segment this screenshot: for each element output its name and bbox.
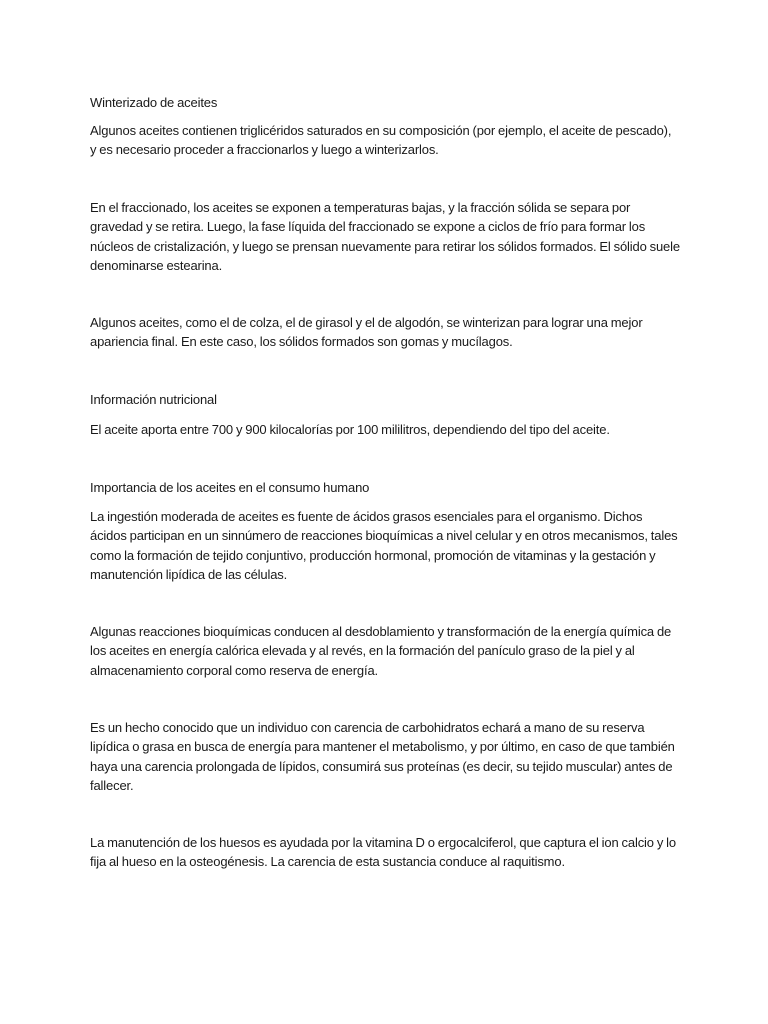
paragraph-aporte-calorico: El aceite aporta entre 700 y 900 kilocalorías por 100 mililitros, dependiendo del tipo del aceite. xyxy=(90,422,610,437)
paragraph-winterizan: Algunos aceites, como el de colza, el de girasol y el de algodón, se winterizan para lograr una mejor apariencia final. En este caso, los sólidos formados son gomas y mucílagos. xyxy=(90,315,643,350)
section-heading-winterizado: Winterizado de aceites xyxy=(90,95,218,110)
paragraph-huesos: La manutención de los huesos es ayudada por la vitamina D o ergocalciferol, que captura el ion calcio y lo fija al hueso en la osteogénesis. La carencia de esta sustancia conduce al raquitismo. xyxy=(90,835,676,870)
paragraph-carbohidratos: Es un hecho conocido que un individuo con carencia de carbohidratos echará a mano de su reserva lipídica o grasa en busca de energía para mantener el metabolismo, y por último, en caso de que también haya una carencia prolongada de lípidos, consumirá sus proteínas (es decir, su tejido muscular) antes de fallecer. xyxy=(90,720,675,793)
section-heading-importancia: Importancia de los aceites en el consumo humano xyxy=(90,480,370,495)
paragraph-fraccionado: En el fraccionado, los aceites se exponen a temperaturas bajas, y la fracción sólida se separa por gravedad y se retira. Luego, la fase líquida del fraccionado se expone a ciclos de frío para formar los núcleos de cristalización, y luego se prensan nuevamente para retirar los sólidos formados. El sólido suele denominarse estearina. xyxy=(90,200,680,273)
paragraph-reacciones: Algunas reacciones bioquímicas conducen al desdoblamiento y transformación de la energía química de los aceites en energía calórica elevada y al revés, en la formación del panículo graso de la piel y al almacenamiento corporal como reserva de energía. xyxy=(90,624,672,678)
paragraph-winterizado-intro: Algunos aceites contienen triglicéridos saturados en su composición (por ejemplo, el aceite de pescado), y es necesario proceder a fraccionarlos y luego a winterizarlos. xyxy=(90,123,672,158)
paragraph-ingestion: La ingestión moderada de aceites es fuente de ácidos grasos esenciales para el organismo. Dichos ácidos participan en un sinnúmero de reacciones bioquímicas a nivel celular y en otros mecanismos, tales como la formación de tejido conjuntivo, producción hormonal, promoción de vitaminas y la gestación y manutención lipídica de las células. xyxy=(90,509,678,582)
section-heading-informacion-nutricional: Información nutricional xyxy=(90,392,217,407)
